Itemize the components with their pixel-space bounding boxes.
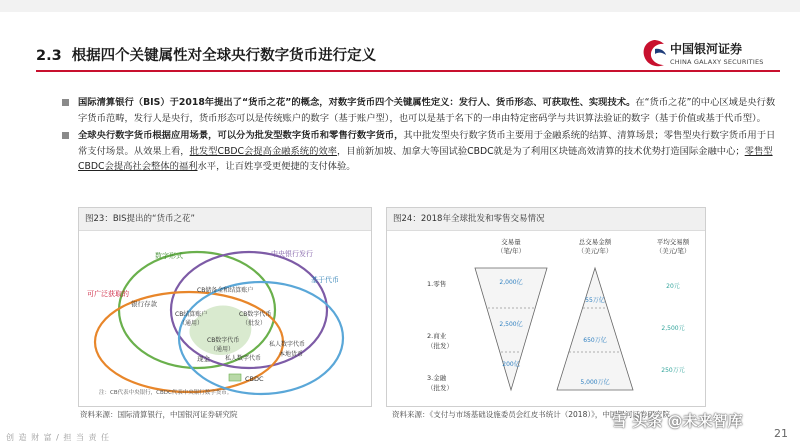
figure-23-caption: 图23：BIS提出的“货币之花” [79, 208, 371, 231]
money-flower-diagram [79, 230, 371, 406]
commercial-volume: 2,500亿 [499, 321, 523, 328]
row-financial-sub: （批发） [427, 384, 453, 392]
value-triangle [557, 268, 633, 390]
retail-value: 55万亿 [585, 297, 605, 304]
label-private-token-general: 私人数字代币 [225, 355, 262, 362]
logo-name-cn: 中国银河证券 [670, 42, 743, 56]
col-value-title: 总交易金额 [578, 238, 612, 246]
petal-central-bank-issued [171, 252, 327, 368]
figure-23-source: 资料来源：国际清算银行，中国银河证券研究院 [80, 410, 238, 419]
figure-24-source: 资料来源：《支付与市场基础设施委员会红皮书统计（2018）》，中国银河证券研究院 [392, 410, 670, 419]
paragraph-2-text-a: 其中批发型央行数字货币主要用于金融系统的结算、清算场景；零售型央行数字货币用于日常支付场景。从效果上看， [78, 130, 776, 157]
petal-digital-form [119, 252, 275, 368]
commercial-average: 2,500元 [661, 325, 685, 332]
volume-inverted-triangle [475, 268, 547, 390]
label-local-currency: 本地货币 [279, 351, 304, 358]
label-central-bank-issued: 中央银行发行 [271, 250, 313, 258]
financial-volume: 200亿 [502, 361, 520, 368]
label-cb-digital-token-2: CB数字代币 [207, 337, 240, 344]
retail-volume: 2,000亿 [499, 279, 523, 286]
figure-23-note: 注：CB代表中央银行，CBDC代表中央银行数字货币。 [99, 390, 233, 396]
bullet-paragraph-2 [62, 128, 782, 175]
label-digital-form: 数字形式 [155, 252, 183, 260]
label-cb-settlement: CB结算账户 [175, 311, 208, 318]
label-widely-accessible: 可广泛获取的 [87, 290, 129, 298]
logo-name-en: CHINA GALAXY SECURITIES [670, 58, 764, 66]
square-bullet-icon [62, 99, 69, 106]
row-financial-label: 3.金融 [427, 374, 447, 382]
commercial-value: 650万亿 [583, 337, 607, 344]
col-average-title: 平均交易额 [656, 238, 690, 246]
title-divider [36, 70, 780, 72]
page-number: 21 [774, 427, 788, 440]
paragraph-2-lead: 全球央行数字货币根据应用场景，可以分为批发型数字货币和零售行数字货币， [78, 130, 404, 141]
label-private-token-wholesale: 私人数字代币 [269, 341, 306, 348]
paragraph-2-text-b: ，目前新加坡、加拿大等国试验CBDC就是为了利用区块链高效清算的技术优势打造国际金融中心； [336, 145, 745, 157]
paragraph-2-text-c: 水平，让百姓享受更便捷的支付体验。 [197, 161, 356, 172]
paragraph-1-text: 在“货币之花”的中心区域是央行数字货币范畴，发行人是央行，货币形态可以是传统账户的数字（基于账户型），也可以是基于名下的一串由特定密码学与共识算法验证的数字（基于价值或基于代币型）。 [78, 97, 776, 124]
label-bank-deposits: 银行存款 [131, 300, 157, 308]
section-title: 根据四个关键属性对全球央行数字货币进行定义 [71, 48, 377, 64]
col-average-unit: （美元/笔） [655, 247, 691, 255]
paragraph-1-lead: 国际清算银行（BIS）于2018年提出了“货币之花”的概念，对数字货币四个关键属性定义：发行人、货币形态、可获取性、实现技术。 [78, 97, 636, 108]
transaction-pyramid-diagram [387, 230, 705, 406]
row-commercial-label: 2.商业 [427, 332, 447, 340]
col-volume-title: 交易量 [501, 238, 521, 246]
watermark: 雪 头条 @未来智库 [612, 412, 743, 430]
label-cash: 现金 [197, 355, 210, 363]
figure-24-box [386, 207, 706, 407]
figure-23-box [78, 207, 372, 407]
label-cb-digital-token: CB数字代币 [239, 311, 272, 318]
bullet-paragraph-1 [62, 95, 782, 126]
paragraph-2-underline-2: 零售型CBDC会提高社会整体的福利 [78, 145, 773, 172]
company-logo [640, 38, 780, 74]
retail-average: 20元 [666, 283, 680, 290]
top-bar [0, 0, 800, 12]
galaxy-logo-icon [640, 38, 668, 70]
section-number: 2.3 [36, 48, 62, 64]
paragraph-2-underline-1: 批发型CBDC会提高金融系统的效率 [189, 145, 337, 157]
financial-value: 5,000万亿 [580, 379, 610, 386]
col-volume-unit: （笔/年） [496, 247, 526, 255]
row-commercial-sub: （批发） [427, 342, 453, 350]
col-value-unit: （美元/年） [577, 247, 613, 255]
label-cb-reserves: CB储备金和结算账户 [197, 287, 254, 294]
page-title [36, 44, 376, 65]
cbdc-legend-swatch [229, 374, 241, 381]
label-token-based: 基于代币 [311, 276, 339, 284]
row-retail-label: 1.零售 [427, 280, 447, 288]
figure-24-caption: 图24：2018年全球批发和零售交易情况 [387, 208, 705, 231]
body-text [62, 95, 782, 177]
label-general-purpose-1: （通用） [179, 320, 204, 327]
label-wholesale-1: （批发） [242, 320, 267, 327]
financial-average: 250万元 [661, 367, 685, 374]
square-bullet-icon [62, 132, 69, 139]
cbdc-legend-label: CBDC [245, 375, 264, 383]
footer-slogan: 创 造 财 富 / 担 当 责 任 [6, 433, 111, 442]
label-general-purpose-2: （通用） [210, 346, 235, 353]
